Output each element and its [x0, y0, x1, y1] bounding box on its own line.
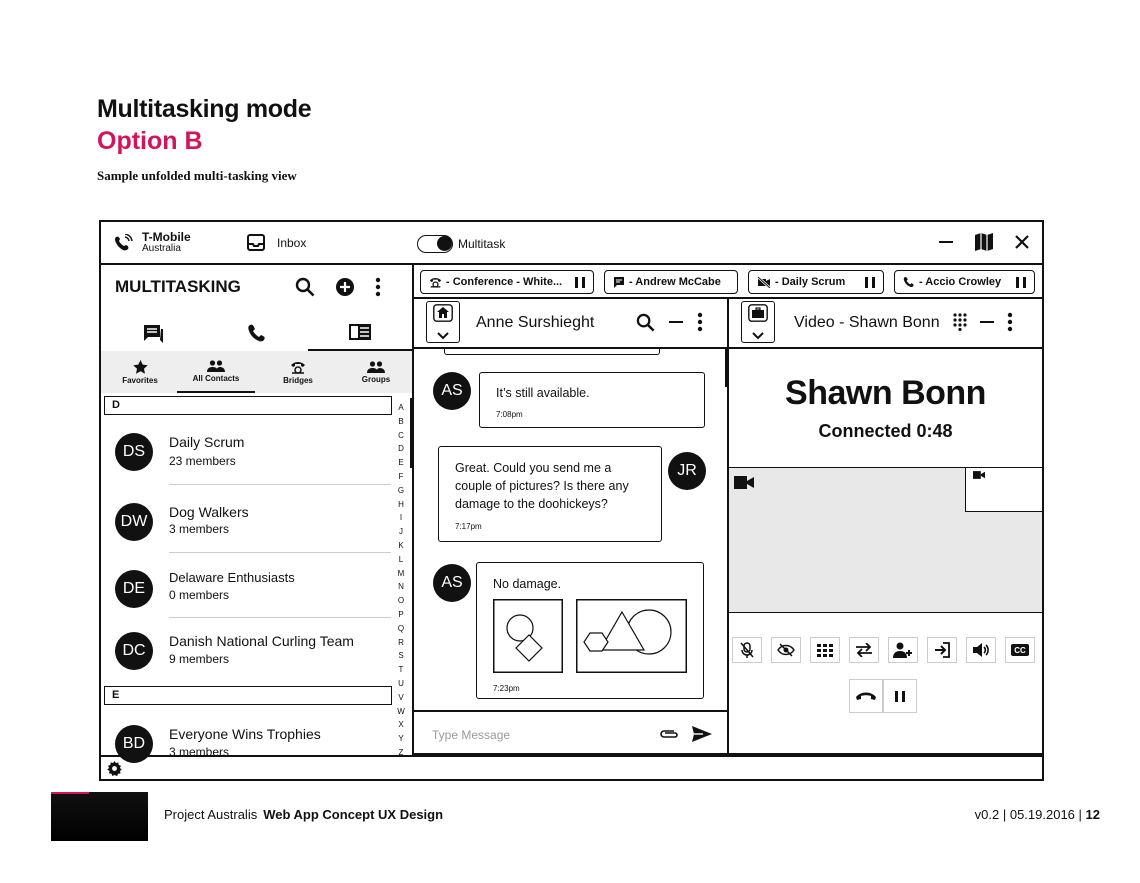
contact-name: Danish National Curling Team [169, 633, 354, 649]
bottom-bar [101, 755, 1042, 781]
hang-up-button[interactable] [849, 679, 883, 713]
attach-icon[interactable] [659, 728, 679, 740]
message-time: 7:23pm [493, 684, 520, 693]
alphabet-letter[interactable]: Y [398, 734, 404, 744]
task-tab-label: - Andrew McCabe [629, 276, 721, 288]
message-bubble [476, 562, 704, 699]
alphabet-letter[interactable]: E [398, 458, 404, 468]
pause-icon[interactable] [1016, 277, 1026, 288]
footer-version [975, 807, 1100, 822]
avatar: AS [433, 564, 471, 602]
subtab-label: Groups [361, 374, 391, 384]
contact-name: Dog Walkers [169, 504, 249, 520]
alphabet-letter[interactable]: R [398, 637, 404, 647]
contact-members: 9 members [169, 652, 230, 666]
subtab-groups[interactable] [337, 351, 415, 393]
toggle-switch[interactable] [417, 235, 453, 253]
alphabet-letter[interactable]: J [399, 527, 403, 537]
more-vert-icon[interactable] [1007, 312, 1013, 332]
alphabet-letter[interactable]: Z [398, 747, 404, 757]
app-window [99, 220, 1044, 781]
alphabet-letter[interactable]: W [397, 706, 405, 716]
chevron-down-icon [437, 332, 449, 340]
inbox-button[interactable] [247, 234, 306, 251]
section-header-e: E [104, 686, 392, 705]
panel-switch-button[interactable] [426, 301, 460, 343]
message-bubble [438, 446, 662, 542]
message-bubble [479, 372, 705, 428]
phone-icon [247, 323, 267, 343]
pause-icon[interactable] [575, 277, 585, 288]
mic-off-icon [740, 642, 754, 658]
panel-title: MULTITASKING [115, 277, 241, 296]
version-date: v0.2 | 05.19.2016 | [974, 807, 1082, 822]
message-text: Great. Could you send me a couple of pictures? Is there any damage to the doohickeys? [455, 461, 629, 511]
contact-members: 3 members [169, 522, 230, 536]
alphabet-letter[interactable]: D [398, 444, 404, 454]
image-attachment[interactable] [576, 599, 687, 673]
alphabet-letter[interactable]: N [398, 582, 404, 592]
subtab-favorites[interactable] [101, 351, 179, 393]
inbox-icon [247, 234, 265, 251]
star-icon [133, 360, 148, 374]
image-attachment[interactable] [493, 599, 563, 673]
chat-title: Anne Surshieght [476, 314, 595, 331]
avatar: DW [115, 503, 153, 541]
task-tab-conference[interactable] [420, 270, 594, 294]
contact-subtabs [101, 351, 412, 393]
slide-header [97, 95, 311, 184]
contact-name: Everyone Wins Trophies [169, 726, 321, 742]
alphabet-letter[interactable]: V [398, 692, 404, 702]
message-time: 7:17pm [455, 522, 482, 531]
more-vert-icon[interactable] [375, 277, 381, 297]
tab-messages[interactable] [101, 315, 204, 351]
footer-accent [51, 792, 89, 794]
chat-icon [142, 323, 164, 343]
message-time: 7:08pm [496, 410, 523, 419]
top-bar [101, 222, 1042, 265]
avatar: AS [433, 372, 471, 410]
footer-logo-block [51, 792, 148, 841]
left-panel [101, 265, 414, 759]
contact-members: 3 members [169, 745, 230, 759]
tab-contacts[interactable] [308, 315, 412, 351]
avatar: DS [115, 433, 153, 471]
chat-icon [613, 276, 625, 288]
minimize-icon[interactable] [669, 315, 683, 329]
more-vert-icon[interactable] [697, 312, 703, 332]
subtab-all-contacts[interactable] [177, 351, 255, 393]
section-header-d: D [104, 396, 392, 415]
task-tab-accio[interactable] [894, 270, 1035, 294]
send-icon[interactable] [691, 725, 713, 743]
message-input[interactable]: Type Message [432, 728, 511, 742]
contact-members: 23 members [169, 454, 236, 468]
chat-header [414, 299, 727, 349]
brand-region: Australia [142, 243, 181, 254]
slide-title: Multitasking mode [97, 95, 312, 123]
grid-icon [817, 644, 833, 657]
closed-captions-icon [1010, 643, 1030, 657]
contact-row[interactable] [115, 618, 391, 684]
document-title: Web App Concept UX Design [263, 807, 444, 822]
chat-actions [636, 312, 703, 332]
subtab-label: Bridges [283, 375, 313, 385]
map-icon[interactable] [974, 232, 994, 252]
call-status: Connected 0:48 [818, 421, 953, 441]
contact-row[interactable] [115, 419, 391, 485]
video-header [729, 299, 1042, 349]
alphabet-index[interactable] [393, 401, 409, 760]
mute-button[interactable] [732, 637, 762, 663]
avatar: BD [115, 725, 153, 763]
home-icon [433, 304, 453, 322]
task-tab-andrew[interactable] [604, 270, 738, 294]
callee-name: Shawn Bonn [785, 374, 986, 412]
transfer-button[interactable] [849, 637, 879, 663]
alphabet-letter[interactable]: B [398, 416, 404, 426]
search-icon[interactable] [636, 313, 655, 332]
message-composer [414, 710, 727, 755]
task-tab-label: - Daily Scrum [775, 276, 846, 288]
video-camera-icon [973, 471, 985, 479]
brand-name: T-Mobile [142, 230, 191, 244]
volume-icon [972, 642, 990, 658]
alphabet-letter[interactable]: G [397, 485, 405, 495]
video-panel [729, 297, 1042, 755]
multitask-toggle[interactable] [417, 235, 505, 253]
person-add-icon [893, 642, 913, 658]
swap-icon [855, 643, 873, 657]
video-camera-icon [734, 476, 754, 489]
svg-text:CC: CC [1014, 646, 1026, 655]
video-title: Video - Shawn Bonn [794, 314, 940, 331]
call-end-controls [849, 679, 917, 713]
avatar: JR [668, 452, 706, 490]
speaker-button[interactable] [966, 637, 996, 663]
task-tabs [414, 265, 1042, 297]
alphabet-letter[interactable]: C [398, 430, 404, 440]
briefcase-icon [748, 304, 768, 322]
close-icon[interactable] [1014, 234, 1030, 250]
remote-video [729, 467, 1042, 613]
slide-caption: Sample unfolded multi-tasking view [97, 168, 297, 183]
people-icon [207, 360, 225, 372]
minimize-icon[interactable] [980, 315, 994, 329]
alphabet-letter[interactable]: O [397, 596, 405, 606]
hold-button[interactable] [883, 679, 917, 713]
channel-tabs [101, 315, 412, 351]
previous-bubble [444, 349, 660, 355]
subtab-label: All Contacts [192, 373, 240, 383]
video-off-icon [757, 276, 771, 288]
project-name: Project Australis [164, 807, 258, 822]
video-actions [953, 312, 1013, 332]
dialpad-icon[interactable] [953, 313, 967, 331]
add-participant-button[interactable] [888, 637, 918, 663]
alphabet-letter[interactable]: U [398, 678, 404, 688]
alphabet-letter[interactable]: T [398, 665, 404, 675]
contact-row[interactable] [115, 487, 391, 553]
keypad-button[interactable] [810, 637, 840, 663]
alphabet-letter[interactable]: K [398, 540, 404, 550]
hide-video-button[interactable] [771, 637, 801, 663]
contact-name: Delaware Enthusiasts [169, 570, 295, 585]
alphabet-letter[interactable]: F [398, 471, 404, 481]
alphabet-letter[interactable]: S [398, 651, 404, 661]
subtab-bridges[interactable] [259, 351, 337, 393]
call-end-icon [855, 691, 877, 701]
captions-button[interactable] [1005, 637, 1035, 663]
alphabet-letter[interactable]: I [399, 513, 403, 523]
people-icon [367, 361, 385, 373]
login-icon [934, 642, 950, 658]
eye-off-icon [777, 643, 795, 657]
subtab-label: Favorites [122, 375, 158, 385]
contact-row[interactable] [115, 552, 391, 618]
contact-name: Daily Scrum [169, 434, 245, 450]
tab-calls[interactable] [205, 315, 308, 351]
pause-icon [895, 691, 905, 702]
alphabet-letter[interactable]: M [397, 568, 405, 578]
brand [113, 231, 191, 254]
self-view[interactable] [965, 468, 1042, 512]
contact-members: 0 members [169, 588, 230, 602]
message-text: No damage. [493, 577, 562, 591]
inbox-label: Inbox [277, 235, 307, 250]
alphabet-letter[interactable]: X [398, 720, 404, 730]
pause-icon[interactable] [865, 277, 875, 288]
phone-icon [903, 276, 915, 288]
search-icon[interactable] [295, 277, 315, 297]
alphabet-letter[interactable]: A [398, 403, 404, 412]
message-text: It’s still available. [496, 386, 590, 400]
panel-switch-button[interactable] [741, 301, 775, 343]
page-number: 12 [1085, 807, 1100, 822]
gear-icon[interactable] [107, 761, 122, 776]
panel-actions [295, 277, 381, 297]
task-tab-label: - Conference - White... [446, 276, 563, 288]
scrollbar-thumb[interactable] [410, 398, 413, 468]
avatar: DE [115, 570, 153, 608]
alphabet-letter[interactable]: L [398, 554, 404, 564]
alphabet-letter[interactable]: P [398, 609, 404, 619]
footer-project [164, 807, 443, 822]
conference-phone-icon [429, 276, 442, 288]
minimize-icon[interactable] [938, 234, 954, 250]
chat-panel [414, 297, 729, 755]
add-circle-icon[interactable] [335, 277, 355, 297]
contacts-card-icon [348, 323, 372, 341]
multitask-label: Multitask [458, 237, 506, 251]
avatar: DC [115, 632, 153, 670]
scrollbar-thumb[interactable] [725, 349, 728, 387]
alphabet-letter[interactable]: Q [397, 623, 405, 633]
task-tab-daily-scrum[interactable] [748, 270, 884, 294]
call-controls [732, 637, 1035, 663]
chevron-down-icon [752, 332, 764, 340]
window-controls [938, 232, 1030, 252]
call-waves-icon [113, 234, 133, 252]
alphabet-letter[interactable]: H [398, 499, 404, 509]
task-tab-label: - Accio Crowley [919, 276, 1002, 288]
merge-button[interactable] [927, 637, 957, 663]
slide-subtitle: Option B [97, 127, 203, 155]
conference-phone-icon [290, 360, 306, 374]
